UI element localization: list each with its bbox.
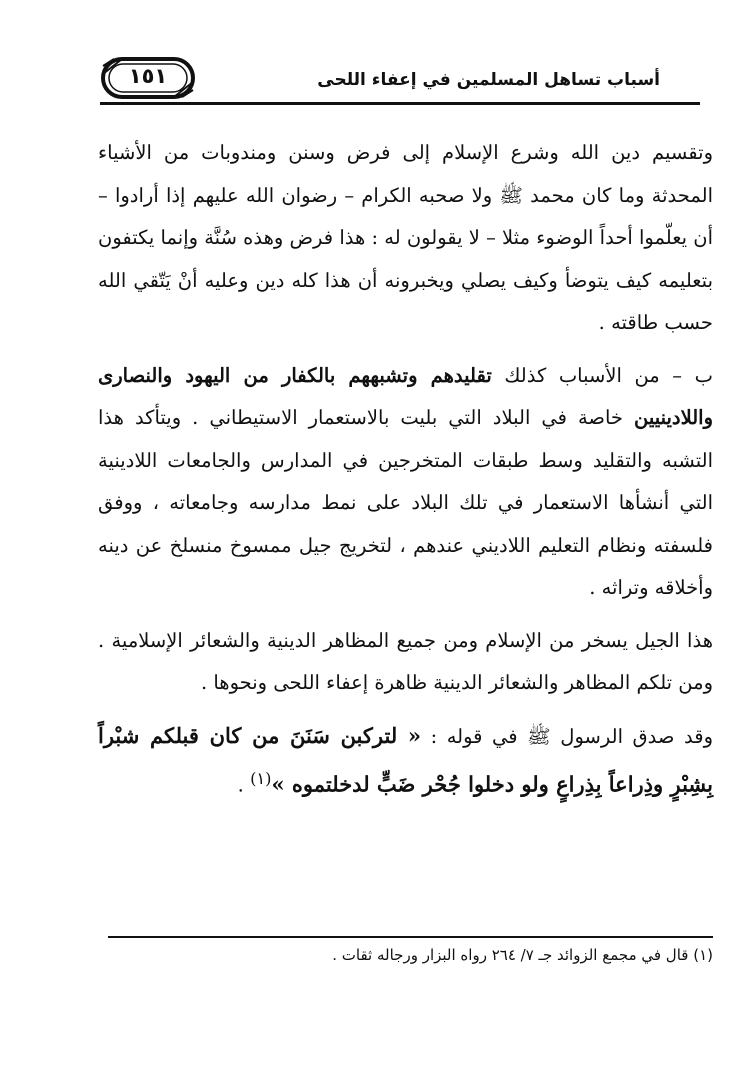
paragraph-4-end: . xyxy=(237,773,251,797)
footnote-ref: (١) xyxy=(250,769,272,788)
paragraph-2 xyxy=(98,355,713,610)
footnote: (١) قال في مجمع الزوائد جـ ٧/ ٢٦٤ رواه البزار ورجاله ثقات . xyxy=(332,946,713,964)
page-number-badge xyxy=(100,56,196,100)
page-header xyxy=(100,56,660,106)
main-text xyxy=(98,132,713,807)
paragraph-2-rest: خاصة في البلاد التي بليت بالاستعمار الاستيطاني . ويتأكد هذا التشبه والتقليد وسط طبقات المتخرجين في المدارس والجامعات اللادينية التي أنشأها الاستعمار في تلك البلاد على نمط مدارسه وجامعاته ، ووفق فلسفته ونظام التعليم اللاديني عندهم ، لتخريج جيل ممسوخ منسلخ عن دينه وأخلاقه وتراثه . xyxy=(98,406,713,599)
paragraph-4-prefix: وقد صدق الرسول ﷺ في قوله : xyxy=(421,724,714,748)
paragraph-3: هذا الجيل يسخر من الإسلام ومن جميع المظاهر الدينية والشعائر الإسلامية . ومن تلكم المظاهر والشعائر الدينية ظاهرة إعفاء اللحى ونحوها . xyxy=(98,628,713,694)
paragraph-4 xyxy=(98,715,713,808)
paragraph-2-bold: تقليدهم وتشبههم بالكفار من اليهود والنصارى واللادينيين xyxy=(98,363,713,429)
paragraph-2-prefix: ب – من الأسباب كذلك xyxy=(491,363,713,387)
footnote-rule xyxy=(108,936,713,938)
running-header-title: أسباب تساهل المسلمين في إعفاء اللحى xyxy=(317,70,660,90)
hadith-quote: « لتركبن سَنَنَ من كان قبلكم شبْراً بِشِبْرٍ وذِراعاً بِذِراعٍ ولو دخلوا جُحْر ضَبٍّ لدخلتموه » xyxy=(98,722,713,797)
paragraph-1: وتقسيم دين الله وشرع الإسلام إلى فرض وسنن ومندوبات من الأشياء المحدثة وما كان محمد ﷺ ولا صحبه الكرام – رضوان الله عليهم إذا أرادوا – أن يعلّموا أحداً الوضوء مثلا – لا يقولون له : هذا فرض وهذه سُنَّة وإنما يكتفون بتعليمه كيف يتوضأ وكيف يصلي ويخبرونه أن هذا كله دين وعليه أنْ يَتّقي الله حسب طاقته . xyxy=(98,141,713,334)
page-number: ١٥١ xyxy=(128,64,168,88)
header-rule xyxy=(100,102,700,105)
